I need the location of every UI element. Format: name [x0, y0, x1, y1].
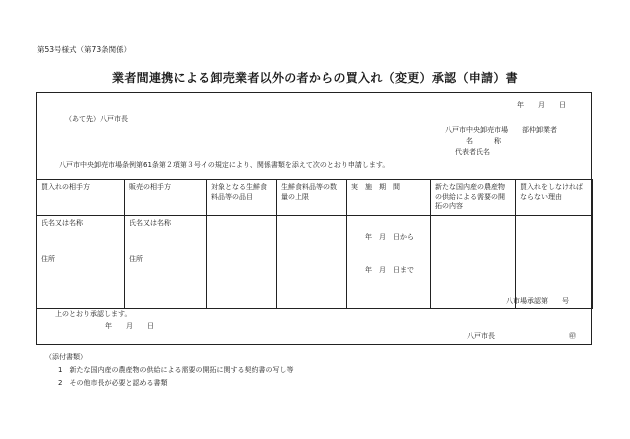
cell-seller[interactable] — [125, 215, 207, 308]
approval-signer: 八戸市長 — [467, 332, 495, 340]
attachment-item: 2 その他市長が必要と認める書類 — [58, 379, 168, 387]
period-to: 年 月 日まで — [365, 265, 414, 274]
header-demand: 新たな国内産の農産物の供給による需要の開拓の内容 — [431, 180, 516, 216]
form-number: 第53号様式（第73条関係） — [37, 45, 132, 54]
attachments-heading: （添付書類） — [45, 353, 87, 361]
header-seller: 販売の相手方 — [125, 180, 207, 216]
approval-number: 八市場承認第 号 — [506, 297, 569, 305]
approval-text: 上のとおり承認します。 — [55, 310, 132, 318]
header-quantity: 生鮮食料品等の数量の上限 — [277, 180, 347, 216]
cell-buyer[interactable] — [37, 215, 125, 308]
application-date: 年 月 日 — [517, 101, 566, 109]
seller-name-label: 氏名又は名称 — [129, 218, 171, 227]
form-frame — [36, 92, 592, 345]
cell-reason[interactable] — [516, 215, 593, 308]
seal-mark: ㊞ — [569, 332, 576, 340]
seller-address-label: 住所 — [129, 254, 143, 263]
header-period: 実 施 期 間 — [347, 180, 431, 216]
applicant-representative-label: 代表者氏名 — [455, 148, 490, 156]
applicant-name-label: 名 称 — [466, 137, 501, 145]
addressee: （あて先）八戸市長 — [65, 115, 128, 123]
header-items: 対象となる生鮮食料品等の品目 — [207, 180, 277, 216]
document-title: 業者間連携による卸売業者以外の者からの買入れ（変更）承認（申請）書 — [112, 71, 518, 85]
header-reason: 買入れをしなければならない理由 — [516, 180, 593, 216]
approval-date: 年 月 日 — [105, 322, 154, 330]
cell-demand[interactable] — [431, 215, 516, 308]
applicant-market: 八戸市中央卸売市場 部仲卸業者 — [445, 126, 557, 134]
buyer-address-label: 住所 — [41, 254, 55, 263]
buyer-name-label: 氏名又は名称 — [41, 218, 83, 227]
application-table — [36, 179, 593, 309]
attachment-item: 1 新たな国内産の農産物の供給による需要の開拓に関する契約書の写し等 — [58, 366, 294, 374]
cell-items[interactable] — [207, 215, 277, 308]
header-buyer: 買入れの相手方 — [37, 180, 125, 216]
application-statement: 八戸市中央卸売市場条例第61条第２項第３号イの規定により、関係書類を添えて次のとおり申請します。 — [59, 161, 390, 169]
cell-quantity[interactable] — [277, 215, 347, 308]
cell-period[interactable] — [347, 215, 431, 308]
period-from: 年 月 日から — [365, 232, 414, 241]
